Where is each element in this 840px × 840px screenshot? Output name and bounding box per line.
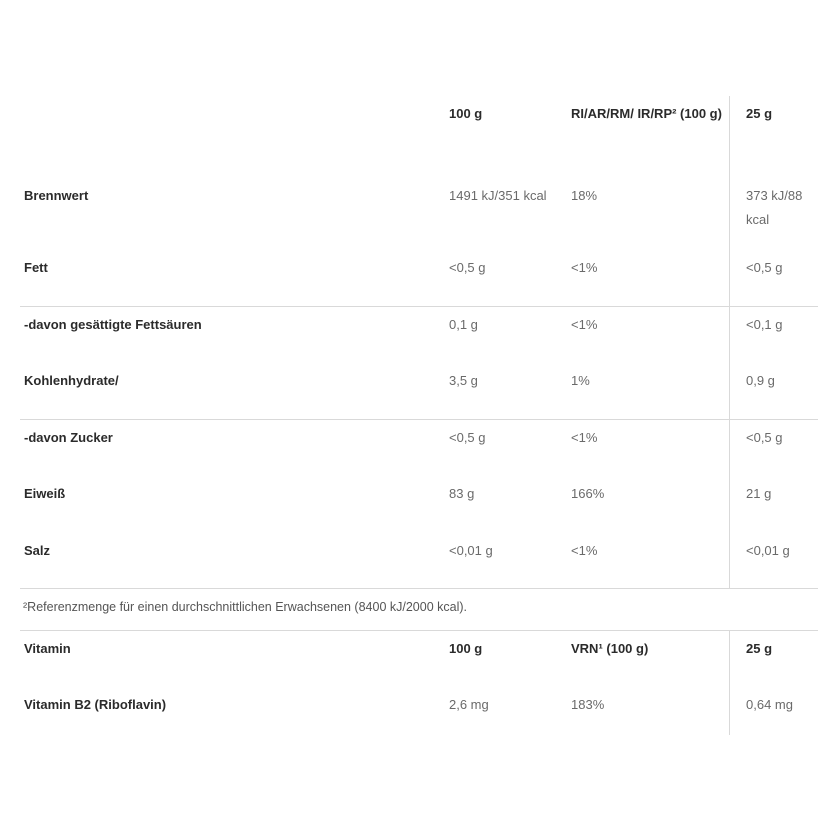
header-cell-per-25g: 25 g <box>729 96 818 178</box>
nutrient-name: -davon gesättigte Fettsäuren <box>24 317 202 332</box>
nrv-percent: 183% <box>571 697 605 712</box>
header-cell-per-25g: 25 g <box>729 631 818 687</box>
header-cell-nrv: VRN¹ (100 g) <box>571 641 649 656</box>
reference-intake-percent: 1% <box>571 373 590 388</box>
table-row <box>20 363 818 420</box>
value-per-100g: 83 g <box>449 486 475 501</box>
reference-intake-percent: <1% <box>571 430 598 445</box>
value-per-100g: 0,1 g <box>449 317 478 332</box>
footnote: ²Referenzmenge für einen durchschnittlichen Erwachsenen (8400 kJ/2000 kcal). <box>23 600 467 614</box>
reference-intake-percent: <1% <box>571 543 598 558</box>
table-row <box>20 307 818 363</box>
vitamin-name: Vitamin B2 (Riboflavin) <box>24 697 167 712</box>
header-cell-label <box>20 96 449 102</box>
nutrient-name: Kohlenhydrate/ <box>24 373 119 388</box>
table-row <box>20 420 818 476</box>
footnote-row <box>20 589 818 631</box>
vitamin-header-row <box>20 631 818 687</box>
value-per-100g: 1491 kJ/351 kcal <box>449 188 547 203</box>
value-per-100g: <0,01 g <box>449 543 493 558</box>
header-cell-per-100g: 100 g <box>449 106 483 121</box>
header-cell-vitamin: Vitamin <box>24 641 71 656</box>
nutrient-name: Eiweiß <box>24 486 66 501</box>
value-per-25g: <0,1 g <box>729 307 818 363</box>
reference-intake-percent: <1% <box>571 260 598 275</box>
header-cell-reference-intake: RI/AR/RM/ IR/RP² (100 g) <box>571 106 722 121</box>
table-row <box>20 687 818 735</box>
nutrient-name: Salz <box>24 543 51 558</box>
table-row <box>20 476 818 533</box>
table-row <box>20 533 818 589</box>
table-header-row <box>20 96 818 178</box>
value-per-100g: 2,6 mg <box>449 697 489 712</box>
header-cell-per-100g: 100 g <box>449 641 483 656</box>
value-per-100g: 3,5 g <box>449 373 478 388</box>
value-per-100g: <0,5 g <box>449 430 486 445</box>
nutrient-name: Fett <box>24 260 48 275</box>
value-per-25g: <0,5 g <box>729 250 818 306</box>
value-per-25g: <0,5 g <box>729 420 818 476</box>
reference-intake-percent: 166% <box>571 486 605 501</box>
nutrient-name: Brennwert <box>24 188 89 203</box>
table-row <box>20 178 818 250</box>
value-per-25g: 0,64 mg <box>729 687 818 735</box>
value-per-25g: 21 g <box>729 476 818 533</box>
nutrition-table <box>20 96 818 735</box>
value-per-100g: <0,5 g <box>449 260 486 275</box>
value-per-25g: <0,01 g <box>729 533 818 588</box>
nutrient-name: -davon Zucker <box>24 430 113 445</box>
value-per-25g: 373 kJ/88 kcal <box>729 178 818 250</box>
reference-intake-percent: 18% <box>571 188 598 203</box>
table-row <box>20 250 818 307</box>
reference-intake-percent: <1% <box>571 317 598 332</box>
value-per-25g: 0,9 g <box>729 363 818 419</box>
